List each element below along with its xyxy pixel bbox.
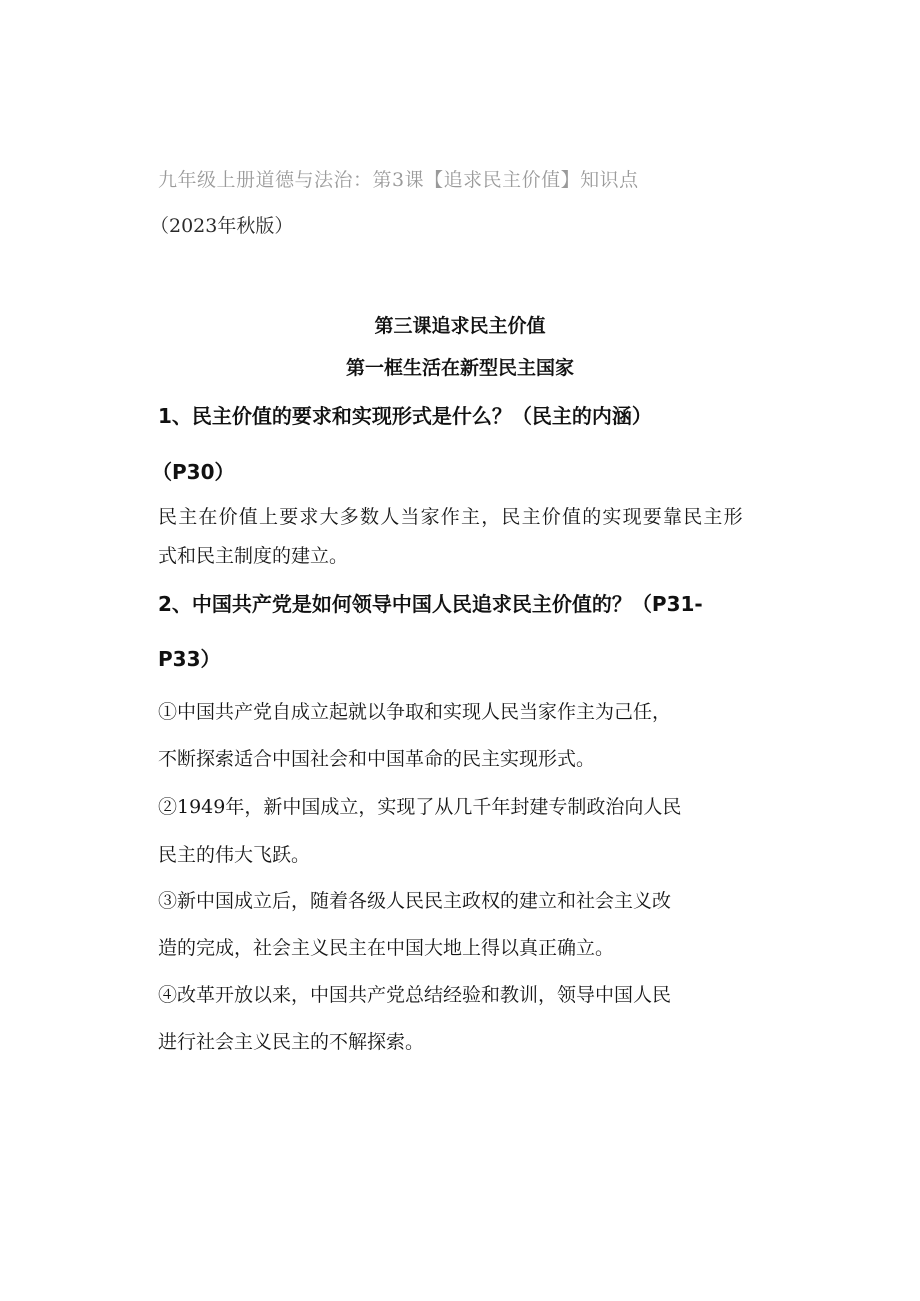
lesson-title: 第三课追求民主价值	[374, 315, 546, 337]
question-2-line-2: P33）	[158, 647, 221, 671]
point-1-line-2: 不断探索适合中国社会和中国革命的民主实现形式。	[158, 748, 596, 770]
point-1-line-1: ①中国共产党自成立起就以争取和实现人民当家作主为己任，	[158, 701, 672, 723]
point-2-line-1: ②1949年，新中国成立，实现了从几千年封建专制政治向人民	[158, 796, 682, 818]
question-1-line-1: 1、民主价值的要求和实现形式是什么？（民主的内涵）	[158, 404, 652, 428]
document-edition: （2023年秋版）	[150, 215, 294, 237]
question-2-line-1: 2、中国共产党是如何领导中国人民追求民主价值的？（P31-	[158, 592, 703, 616]
point-4-line-1: ④改革开放以来，中国共产党总结经验和教训，领导中国人民	[158, 984, 672, 1006]
point-4-line-2: 进行社会主义民主的不解探索。	[158, 1031, 425, 1053]
section-title: 第一框生活在新型民主国家	[345, 357, 574, 379]
document-title: 九年级上册道德与法治：第3课【追求民主价值】知识点	[158, 169, 639, 191]
point-2-line-2: 民主的伟大飞跃。	[158, 844, 311, 866]
question-1-line-2: （P30）	[152, 460, 235, 484]
answer-1-line-1: 民主在价值上要求大多数人当家作主，民主价值的实现要靠民主形	[158, 506, 744, 528]
point-3-line-2: 造的完成，社会主义民主在中国大地上得以真正确立。	[158, 937, 615, 959]
point-3-line-1: ③新中国成立后，随着各级人民民主政权的建立和社会主义改	[158, 890, 672, 912]
answer-1-line-2: 式和民主制度的建立。	[158, 545, 349, 567]
